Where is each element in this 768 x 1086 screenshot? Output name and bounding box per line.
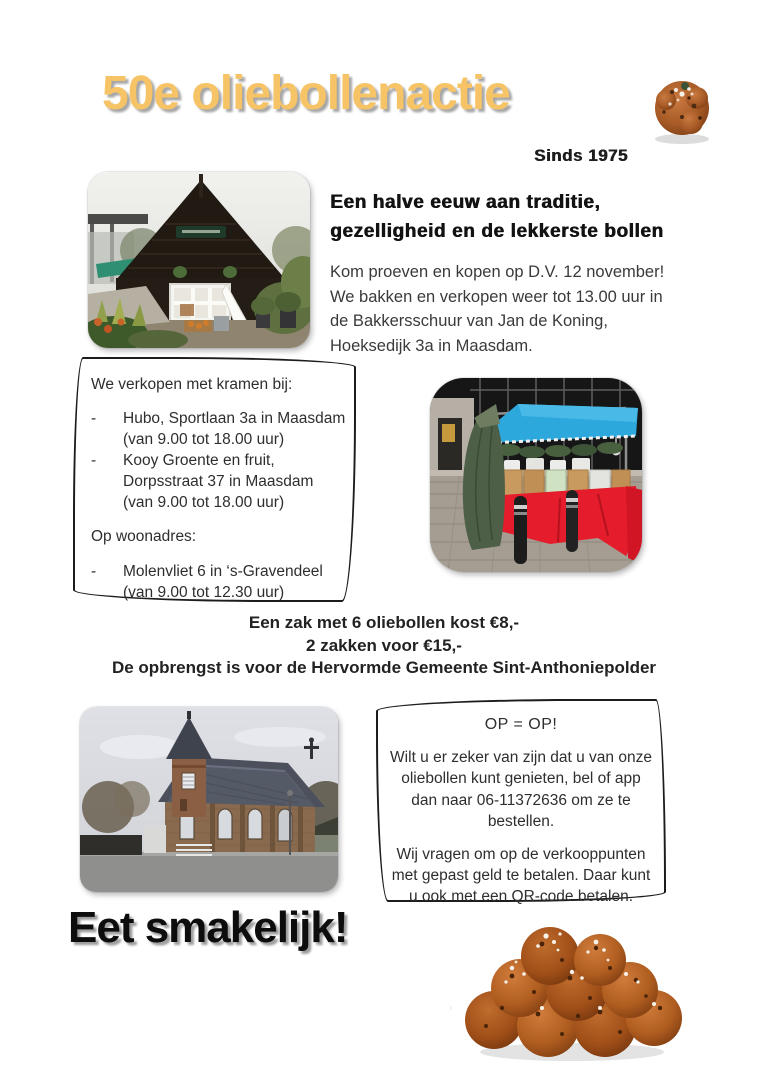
sales-intro: We verkopen met kramen bij: [91,376,293,393]
list-item: - Kooy Groente en fruit, Dorpsstraat 37 in Maasdam (van 9.00 tot 18.00 uur) [91,450,342,513]
closing-text: Eet smakelijk! [68,903,348,952]
oliebol-icon [642,70,722,146]
intro-heading: Een halve eeuw aan traditie, gezelligheid en de lekkerste bollen [330,192,664,243]
home-address-label: Op woonadres: [91,528,197,546]
list-item: - Hubo, Sportlaan 3a in Maasdam (van 9.00 tot 18.00 uur) [91,408,342,450]
op-op-box [376,699,666,906]
sales-points-box [73,357,356,602]
op-op-title: OP = OP! [484,716,558,733]
bullet-dash: - [91,410,97,428]
oliebollen-pile-image [450,916,696,1066]
list-item: - Molenvliet 6 in ‘s-Gravendeel (van 9.00 tot 12.30 uur) [91,561,342,603]
payment-info-paragraph: Wij vragen om op de verkooppunten met gepast geld te betalen. Daar kunt u ook met een QR-code betalen. [391,845,651,906]
church-photo [80,707,338,892]
proceeds-line: De opbrengst is voor de Hervormde Gemeente Sint-Anthoniepolder [111,658,657,678]
market-stall-photo [430,378,642,572]
bullet-dash: - [91,452,97,470]
price-line: Een zak met 6 oliebollen kost €8,- [248,613,520,632]
intro-section [330,188,670,359]
order-info-paragraph: Wilt u er zeker van zijn dat u van onze oliebollen kunt genieten, bel of app dan naar 06-11372636 om ze te bestellen. [390,749,652,831]
page-title: 50e oliebollenactie [102,67,510,120]
since-label: Sinds 1975 [534,146,628,165]
bullet-dash: - [91,562,97,580]
intro-body: Kom proeven en kopen op D.V. 12 november! We bakken en verkopen weer tot 13.00 uur in de Bakkersschuur van Jan de Koning, Hoeksedijk 3a in Maasdam. [330,262,665,356]
pricing-section [0,612,768,680]
price-line: 2 zakken voor €15,- [306,635,462,655]
bakkersschuur-photo [88,172,310,348]
